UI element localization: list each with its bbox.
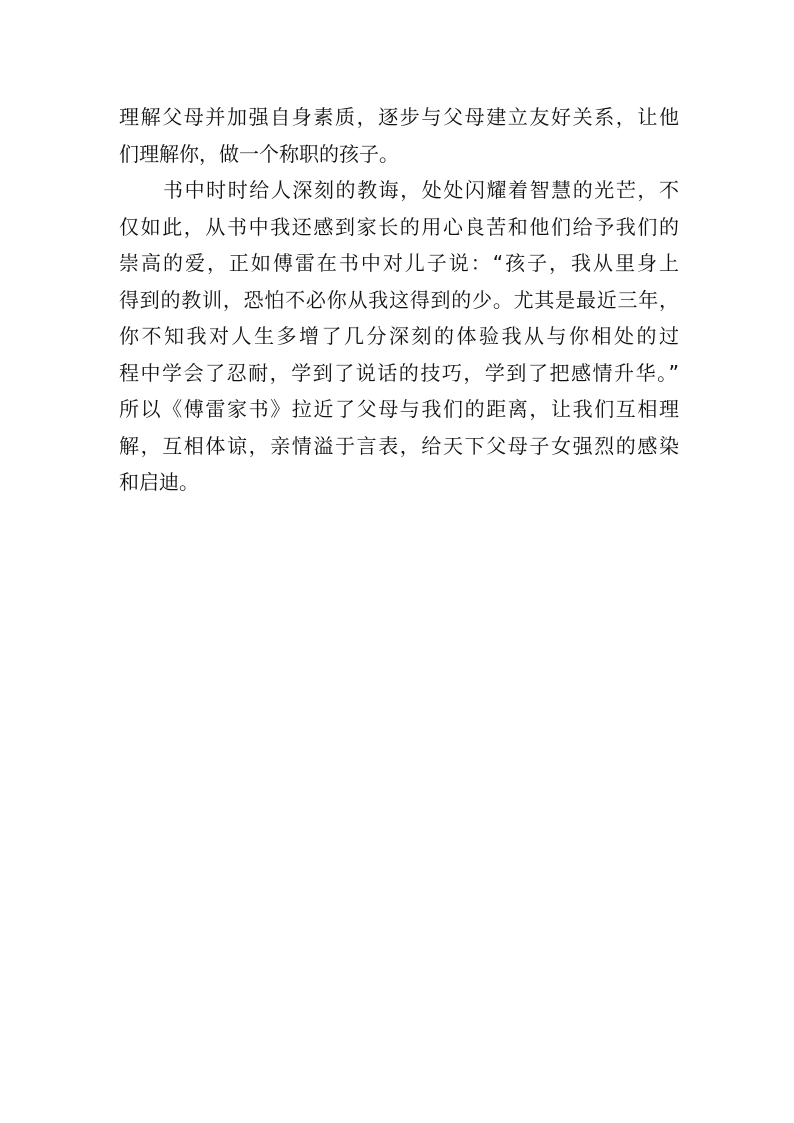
- text-line-5: 崇高的爱，正如傅雷在书中对儿子说：“孩子，我从里身上: [119, 251, 679, 275]
- text-line-7: 你不知我对人生多增了几分深刻的体验我从与你相处的过: [119, 324, 679, 348]
- text-line-11: 和启迪。: [119, 470, 199, 494]
- text-line-4: 仅如此，从书中我还感到家长的用心良苦和他们给予我们的: [119, 214, 679, 239]
- text-line-2: 们理解你，做一个称职的孩子。: [119, 141, 399, 166]
- text-line-3: 书中时时给人深刻的教诲，处处闪耀着智慧的光芒，不: [163, 178, 679, 202]
- text-line-1: 理解父母并加强自身素质，逐步与父母建立友好关系，让他: [119, 105, 679, 129]
- body-text: [119, 99, 679, 501]
- text-line-6: 得到的教训，恐怕不必你从我这得到的少。尤其是最近三年，: [119, 287, 679, 312]
- text-line-8: 程中学会了忍耐，学到了说话的技巧，学到了把感情升华。”: [119, 360, 679, 385]
- text-line-10: 解，互相体谅，亲情溢于言表，给天下父母子女强烈的感染: [119, 433, 679, 458]
- text-line-9: 所以《傅雷家书》拉近了父母与我们的距离，让我们互相理: [119, 397, 679, 421]
